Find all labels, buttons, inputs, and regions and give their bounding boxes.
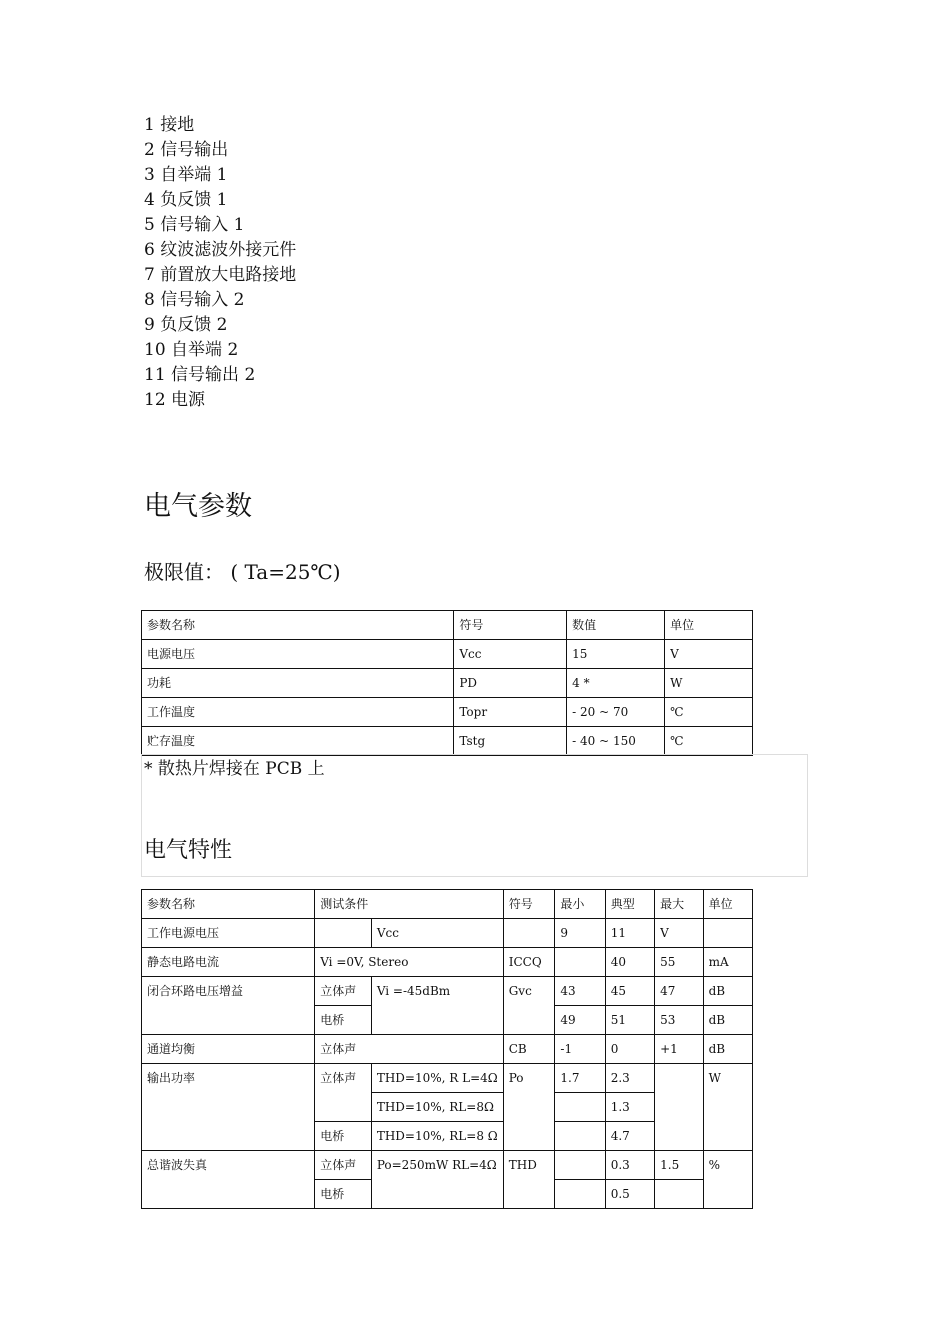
table-row	[142, 948, 753, 977]
cell: 1.7	[555, 1064, 605, 1093]
cell: V	[665, 640, 753, 669]
cell: +1	[655, 1035, 703, 1064]
cell: 0	[605, 1035, 654, 1064]
cell	[315, 919, 372, 948]
pin-item: 3 自举端 1	[144, 165, 228, 185]
cell	[703, 919, 752, 948]
cell: 0.5	[605, 1180, 654, 1209]
cell: Vi =0V, Stereo	[315, 948, 504, 977]
cell: 15	[567, 640, 665, 669]
cell: 输出功率	[142, 1064, 315, 1151]
pin-item: 9 负反馈 2	[144, 315, 228, 335]
pin-item: 1 接地	[144, 115, 195, 135]
cell: 电桥	[315, 1006, 372, 1035]
cell: 43	[555, 977, 605, 1006]
cell: 1.3	[605, 1093, 654, 1122]
cell: Po=250mW RL=4Ω	[371, 1151, 503, 1209]
cell	[503, 919, 555, 948]
cell: - 40 ~ 150	[567, 727, 665, 756]
section-title: 电气参数	[144, 491, 252, 522]
cell: 11	[605, 919, 654, 948]
cell: 工作温度	[142, 698, 454, 727]
header-cell: 单位	[665, 611, 753, 640]
cell: 9	[555, 919, 605, 948]
cell: THD	[503, 1151, 555, 1209]
cell: 4 *	[567, 669, 665, 698]
cell: Gvc	[503, 977, 555, 1035]
cell: 49	[555, 1006, 605, 1035]
cell	[555, 948, 605, 977]
cell: ICCQ	[503, 948, 555, 977]
cell: dB	[703, 1006, 752, 1035]
pin-item: 6 纹波滤波外接元件	[144, 240, 297, 260]
pin-item: 2 信号输出	[144, 140, 229, 160]
header-cell: 符号	[503, 890, 555, 919]
elec-title: 电气特性	[144, 838, 233, 863]
cell: Topr	[454, 698, 567, 727]
cell: 55	[655, 948, 703, 977]
cell: 1.5	[655, 1151, 703, 1180]
header-cell: 参数名称	[142, 890, 315, 919]
cell: 51	[605, 1006, 654, 1035]
limits-table	[141, 610, 753, 756]
cell: THD=10%, RL=8 Ω	[371, 1122, 503, 1151]
cell: 53	[655, 1006, 703, 1035]
cell: 功耗	[142, 669, 454, 698]
cell	[371, 1006, 503, 1035]
cell: - 20 ~ 70	[567, 698, 665, 727]
table-row	[142, 640, 753, 669]
table-header-row	[142, 890, 753, 919]
cell: -1	[555, 1035, 605, 1064]
header-cell: 测试条件	[315, 890, 504, 919]
cell: 工作电源电压	[142, 919, 315, 948]
cell: W	[665, 669, 753, 698]
pin-item: 12 电源	[144, 390, 206, 410]
pin-item: 7 前置放大电路接地	[144, 265, 297, 285]
pin-item: 8 信号输入 2	[144, 290, 245, 310]
cell: Vi =-45dBm	[371, 977, 503, 1006]
cell: 0.3	[605, 1151, 654, 1180]
header-cell: 单位	[703, 890, 752, 919]
cell: 电源电压	[142, 640, 454, 669]
footnote: * 散热片焊接在 PCB 上	[144, 759, 325, 779]
cell: 电桥	[315, 1122, 372, 1151]
cell: 闭合环路电压增益	[142, 977, 315, 1035]
cell	[655, 1064, 703, 1151]
cell	[555, 1151, 605, 1180]
pin-item: 5 信号输入 1	[144, 215, 245, 235]
cell: 2.3	[605, 1064, 654, 1093]
cell	[555, 1093, 605, 1122]
table-row	[142, 669, 753, 698]
cell: %	[703, 1151, 752, 1209]
cell: V	[655, 919, 703, 948]
header-cell: 典型	[605, 890, 654, 919]
cell: 电桥	[315, 1180, 372, 1209]
pin-list	[144, 113, 296, 413]
cell: 立体声	[315, 977, 372, 1006]
cell: 立体声	[315, 1064, 372, 1122]
table-row	[142, 1035, 753, 1064]
header-cell: 最小	[555, 890, 605, 919]
table-row	[142, 1151, 753, 1180]
table-row	[142, 1064, 753, 1093]
cell: dB	[703, 977, 752, 1006]
pin-item: 4 负反馈 1	[144, 190, 228, 210]
cell: Tstg	[454, 727, 567, 756]
header-cell: 符号	[454, 611, 567, 640]
cell: CB	[503, 1035, 555, 1064]
cell	[655, 1180, 703, 1209]
header-cell: 数值	[567, 611, 665, 640]
cell: 贮存温度	[142, 727, 454, 756]
cell: Vcc	[454, 640, 567, 669]
table-row	[142, 727, 753, 756]
header-cell: 最大	[655, 890, 703, 919]
table-row	[142, 919, 753, 948]
cell: ℃	[665, 698, 753, 727]
cell: Vcc	[371, 919, 503, 948]
pin-item: 10 自举端 2	[144, 340, 239, 360]
cell: 通道均衡	[142, 1035, 315, 1064]
cell: PD	[454, 669, 567, 698]
cell: THD=10%, RL=8Ω	[371, 1093, 503, 1122]
table-header-row	[142, 611, 753, 640]
cell: 47	[655, 977, 703, 1006]
cell: 总谐波失真	[142, 1151, 315, 1209]
table-row	[142, 977, 753, 1006]
pin-item: 11 信号输出 2	[144, 365, 256, 385]
cell: mA	[703, 948, 752, 977]
cell: ℃	[665, 727, 753, 756]
header-cell: 参数名称	[142, 611, 454, 640]
table-row	[142, 698, 753, 727]
cell: Po	[503, 1064, 555, 1151]
cell: THD=10%, R L=4Ω	[371, 1064, 503, 1093]
cell: 立体声	[315, 1151, 372, 1180]
elec-table	[141, 889, 753, 1209]
cell	[555, 1180, 605, 1209]
cell: 40	[605, 948, 654, 977]
cell: W	[703, 1064, 752, 1151]
cell	[555, 1122, 605, 1151]
cell: 立体声	[315, 1035, 504, 1064]
limits-title: 极限值： ( Ta=25℃)	[144, 560, 341, 584]
cell: 静态电路电流	[142, 948, 315, 977]
cell: dB	[703, 1035, 752, 1064]
cell: 4.7	[605, 1122, 654, 1151]
cell: 45	[605, 977, 654, 1006]
